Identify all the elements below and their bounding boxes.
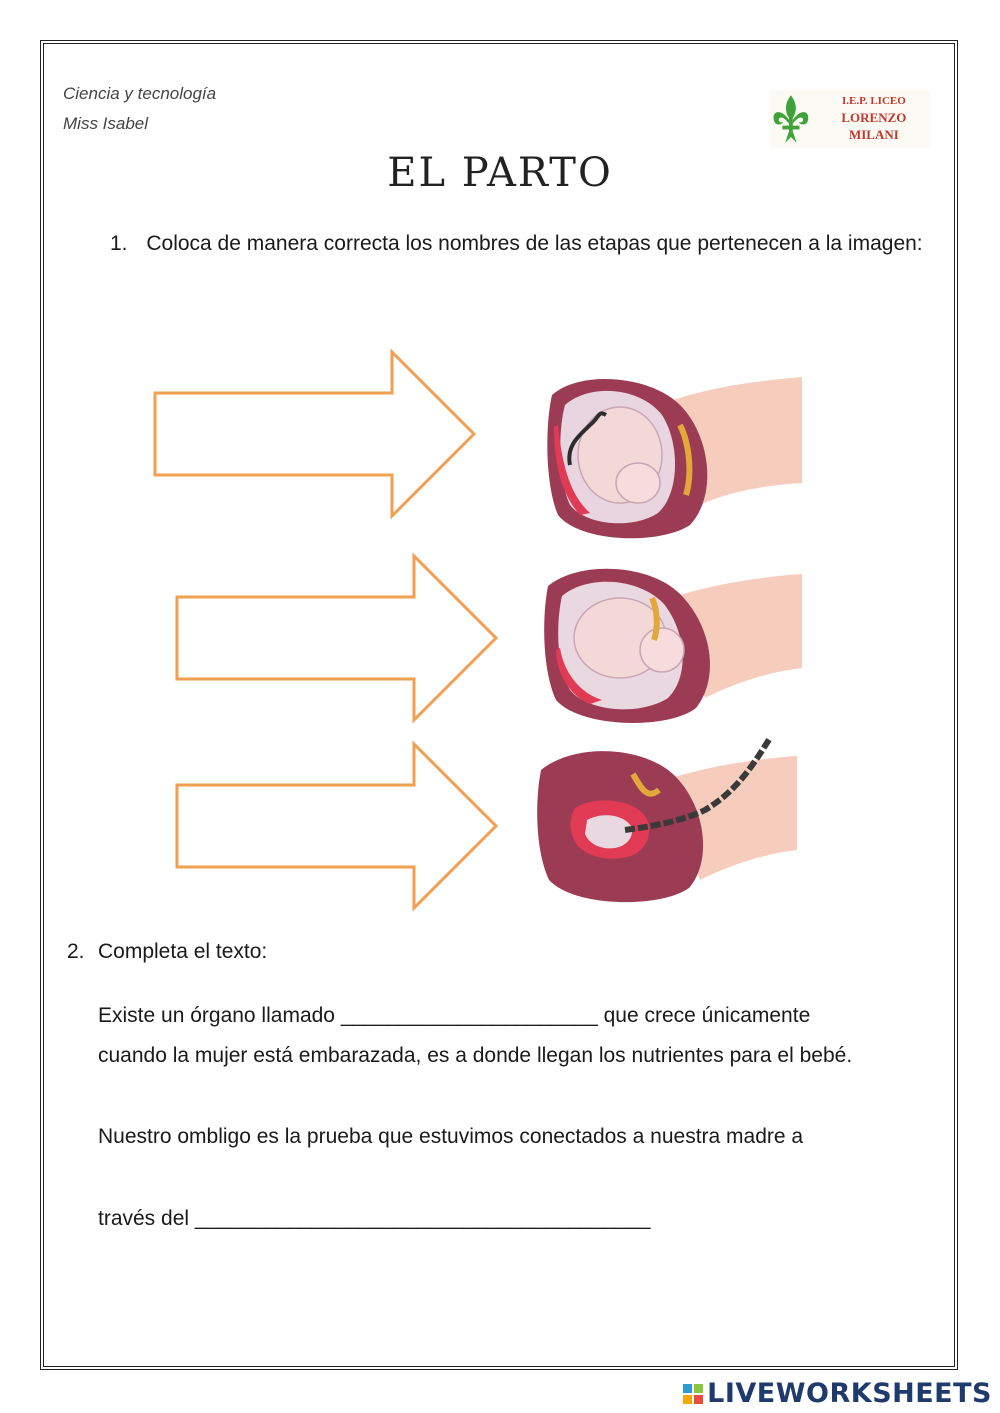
question-2-number: 2. <box>67 940 85 963</box>
text-line-1 <box>98 1004 810 1028</box>
liveworksheets-brand-text: LIVEWORKSHEETS <box>707 1378 992 1409</box>
illustration-placenta <box>535 730 815 910</box>
school-name-line1: I.E.P. LICEO <box>842 95 906 108</box>
liveworksheets-logo-icon <box>683 1384 703 1404</box>
question-2 <box>67 940 267 964</box>
fleur-de-lis-icon <box>770 92 812 146</box>
question-1 <box>110 230 930 257</box>
teacher-label: Miss Isabel <box>63 114 149 133</box>
subject-label: Ciencia y tecnología <box>63 84 217 103</box>
blank-cord-input[interactable]: _______________________________________ <box>194 1207 651 1230</box>
text-line-4-before: través del <box>98 1207 190 1230</box>
blank-organ-input[interactable]: ______________________ <box>340 1004 598 1027</box>
question-2-heading: Completa el texto: <box>98 940 268 963</box>
liveworksheets-brand[interactable] <box>683 1378 992 1409</box>
page-title: EL PARTO <box>387 150 613 196</box>
school-name <box>818 94 930 144</box>
stage-arrow-3[interactable] <box>172 740 502 912</box>
illustration-expulsion <box>540 558 810 728</box>
text-line-2: cuando la mujer está embarazada, es a donde llegan los nutrientes para el bebé. <box>98 1044 853 1067</box>
stage-arrow-1[interactable] <box>150 348 480 520</box>
text-line-4 <box>98 1207 650 1231</box>
text-line-1-after: que crece únicamente <box>603 1004 811 1027</box>
question-1-number: 1. <box>110 232 128 255</box>
school-logo <box>770 90 930 148</box>
question-1-text: Coloca de manera correcta los nombres de las etapas que pertenecen a la imagen: <box>146 232 923 255</box>
school-name-line2: LORENZO MILANI <box>841 109 907 143</box>
stage-arrow-2[interactable] <box>172 552 502 724</box>
text-line-3: Nuestro ombligo es la prueba que estuvimos conectados a nuestra madre a <box>98 1125 804 1148</box>
text-line-1-before: Existe un órgano llamado <box>98 1004 335 1027</box>
illustration-dilation <box>540 365 810 545</box>
